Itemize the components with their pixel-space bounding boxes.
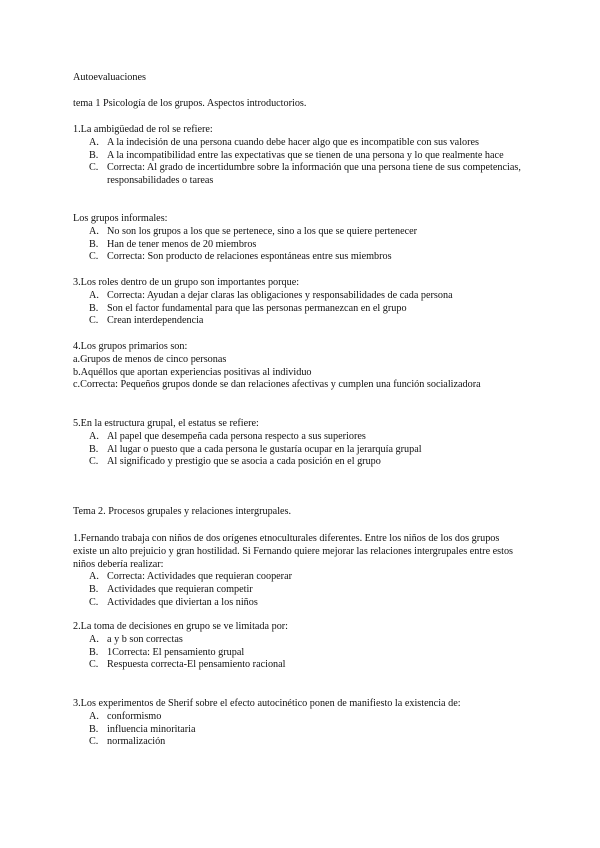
t2-question-3 <box>73 698 533 749</box>
option-c: C. Crean interdependencia <box>89 315 204 327</box>
answer-a: a.Grupos de menos de cinco personas <box>73 353 227 365</box>
option-a: A. No son los grupos a los que se pertenece, sino a los que se quiere pertenecer <box>89 225 418 237</box>
question-text: Los grupos informales: <box>73 213 168 224</box>
t1-question-4 <box>73 341 533 392</box>
option-a: A. conformismo <box>89 710 162 722</box>
question-text: 1.Fernando trabaja con niños de dos orígenes etnoculturales diferentes. Entre los niños de los dos grupos existe un alto prejuicio y gran hostilidad. Si Fernando quiere mejorar las relaciones intergrupales entre estos niños debería realizar: <box>73 533 514 570</box>
t1-question-2 <box>73 213 533 264</box>
option-a: A. Correcta: Ayudan a dejar claras las obligaciones y responsabilidades de cada persona <box>89 289 453 301</box>
option-b: B. Han de tener menos de 20 miembros <box>89 238 257 250</box>
question-text: 3.Los roles dentro de un grupo son importantes porque: <box>73 277 300 288</box>
answer-c: c.Correcta: Pequeños grupos donde se dan relaciones afectivas y cumplen una función socializadora <box>73 379 481 391</box>
option-a: A. Al papel que desempeña cada persona respecto a sus superiores <box>89 430 366 442</box>
option-b: B. Son el factor fundamental para que las personas permanezcan en el grupo <box>89 302 407 314</box>
tema1-heading: tema 1 Psicología de los grupos. Aspectos introductorios. <box>73 98 307 109</box>
option-b: B. A la incompatibilidad entre las expectativas que se tienen de una persona y lo que realmente hace <box>89 149 504 161</box>
question-text: 1.La ambigüedad de rol se refiere: <box>73 124 213 135</box>
t2-question-2 <box>73 621 533 672</box>
question-text: 2.La toma de decisiones en grupo se ve limitada por: <box>73 621 289 632</box>
option-b: B. influencia minoritaria <box>89 723 196 735</box>
option-a: A. a y b son correctas <box>89 633 183 645</box>
t1-question-1 <box>73 124 533 188</box>
tema2-heading: Tema 2. Procesos grupales y relaciones intergrupales. <box>73 506 292 517</box>
option-c: C. Actividades que diviertan a los niños <box>89 596 258 608</box>
option-a: A. Correcta: Actividades que requieran cooperar <box>89 571 292 583</box>
option-a: A. A la indecisión de una persona cuando debe hacer algo que es incompatible con sus valores <box>89 136 480 148</box>
option-c: C. Respuesta correcta-El pensamiento racional <box>89 659 286 671</box>
option-c: C. Correcta: Son producto de relaciones espontáneas entre sus miembros <box>89 251 392 263</box>
question-text: 5.En la estructura grupal, el estatus se refiere: <box>73 418 259 429</box>
question-text: 4.Los grupos primarios son: <box>73 341 188 352</box>
option-b: B. Actividades que requieran competir <box>89 584 253 596</box>
t2-question-1 <box>73 533 533 610</box>
question-text: 3.Los experimentos de Sherif sobre el efecto autocinético ponen de manifiesto la existencia de: <box>73 698 461 709</box>
option-c: C. normalización <box>89 736 166 748</box>
t1-question-3 <box>73 277 533 328</box>
option-b: B. Al lugar o puesto que a cada persona le gustaría ocupar en la jerarquía grupal <box>89 443 422 455</box>
option-b: B. 1Correcta: El pensamiento grupal <box>89 646 245 658</box>
document-title: Autoevaluaciones <box>73 72 146 83</box>
option-c: C. Correcta: Al grado de incertidumbre sobre la información que una persona tiene de sus competencias, responsabilidades o tareas <box>89 162 521 187</box>
option-c: C. Al significado y prestigio que se asocia a cada posición en el grupo <box>89 456 381 468</box>
answer-b: b.Aquéllos que aportan experiencias positivas al individuo <box>73 366 312 378</box>
t1-question-5 <box>73 418 533 469</box>
